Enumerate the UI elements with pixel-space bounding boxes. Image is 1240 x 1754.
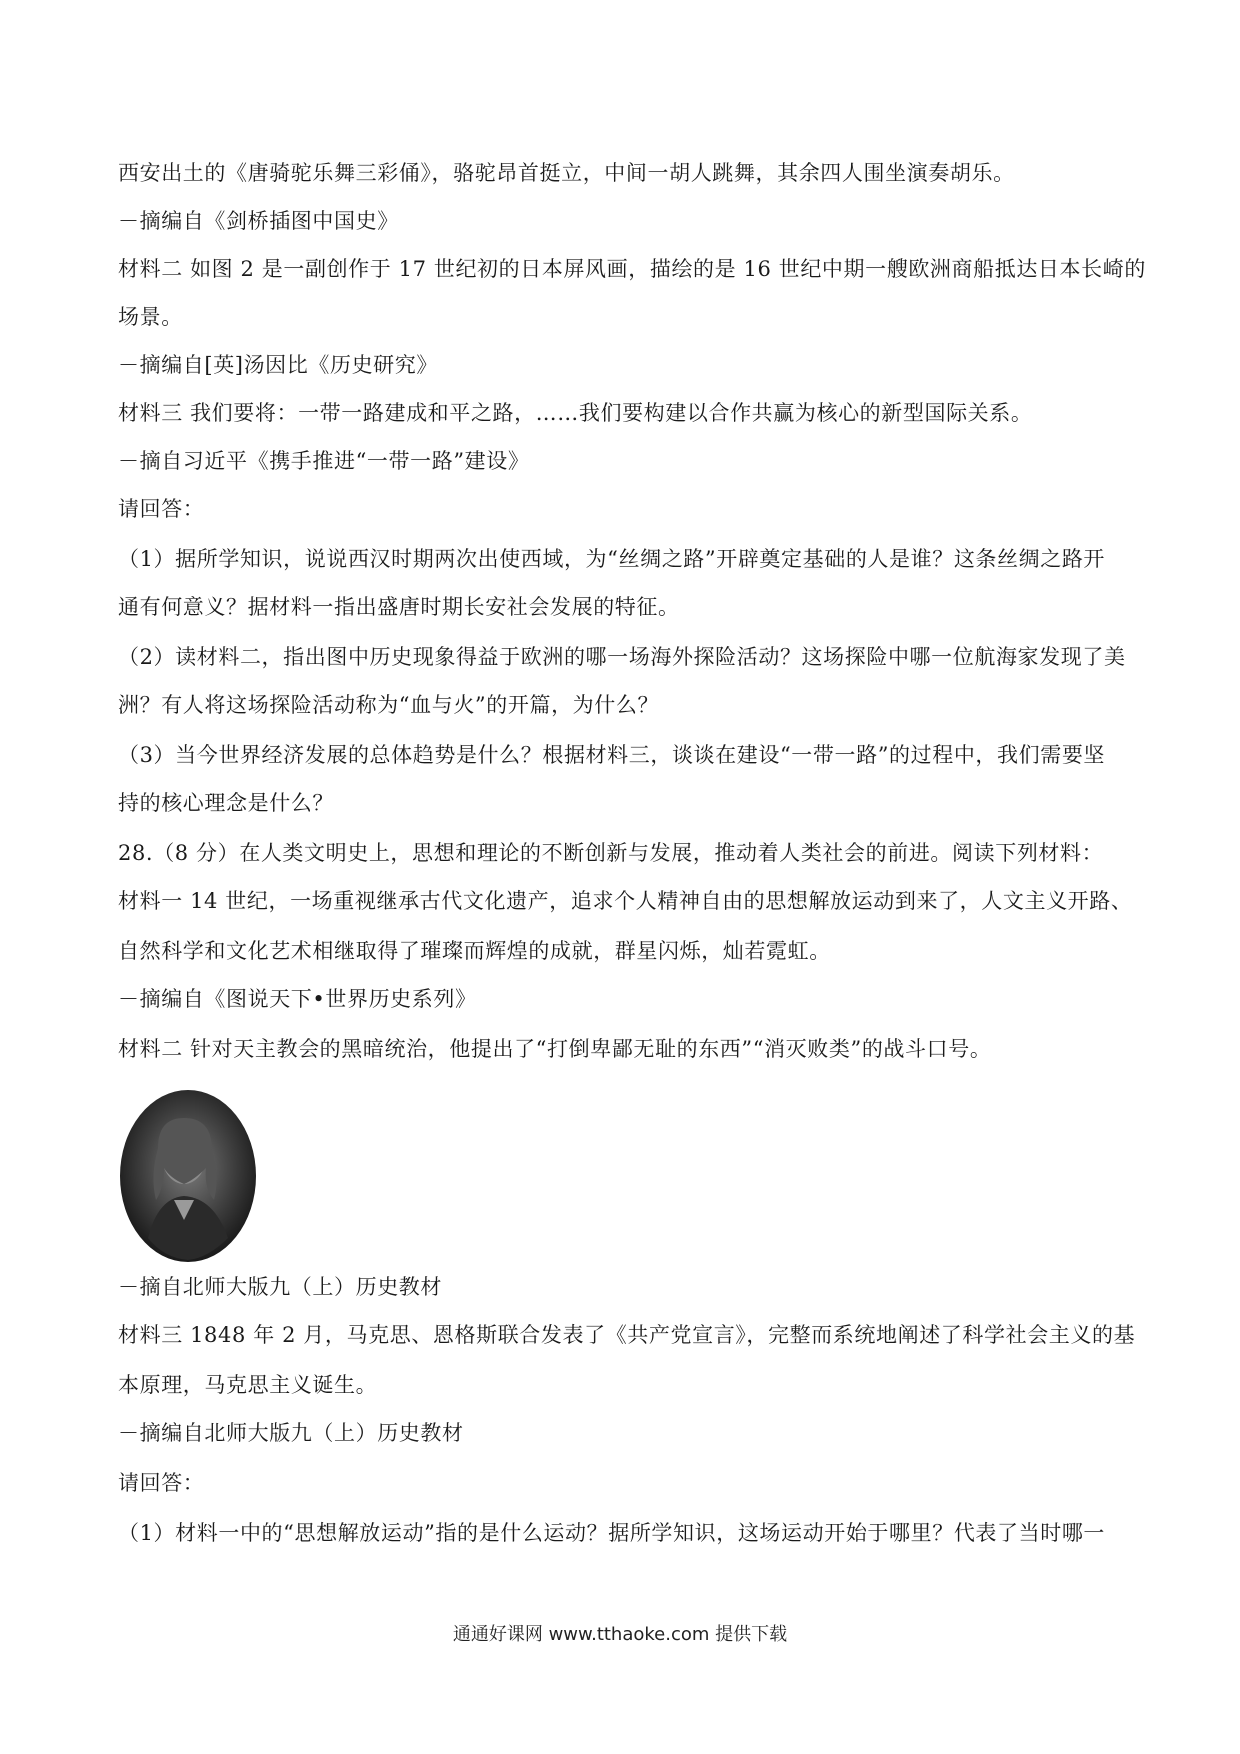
material-one: 材料一 14 世纪，一场重视继承古代文化遗产，追求个人精神自由的思想解放运动到来了，人文主义开路、 [118, 889, 1133, 913]
text-line: 场景。 [118, 305, 183, 329]
question-1: （1）据所学知识，说说西汉时期两次出使西域，为“丝绸之路”开辟奠定基础的人是谁？这条丝绸之路开 [118, 547, 1106, 571]
text-line: 洲？有人将这场探险活动称为“血与火”的开篇，为什么？ [118, 693, 660, 717]
text-line: 通有何意义？据材料一指出盛唐时期长安社会发展的特征。 [118, 595, 680, 619]
text-line: 持的核心理念是什么？ [118, 791, 334, 815]
source-citation: －摘自北师大版九（上）历史教材 [118, 1275, 442, 1299]
material-two: 材料二 如图 2 是一副创作于 17 世纪初的日本屏风画，描绘的是 16 世纪中期一艘欧洲商船抵达日本长崎的 [118, 257, 1146, 281]
source-citation: －摘编自《剑桥插图中国史》 [118, 209, 399, 233]
text-line: 本原理，马克思主义诞生。 [118, 1373, 378, 1397]
source-citation: －摘编自《图说天下•世界历史系列》 [118, 987, 477, 1011]
question-prompt: 请回答： [118, 1471, 205, 1495]
material-three: 材料三 我们要将：一带一路建成和平之路，……我们要构建以合作共赢为核心的新型国际关系。 [118, 401, 1033, 425]
page-footer: 通通好课网 www.tthaoke.com 提供下载 [452, 1624, 788, 1645]
question-prompt: 请回答： [118, 497, 205, 521]
question-2: （2）读材料二，指出图中历史现象得益于欧洲的哪一场海外探险活动？这场探险中哪一位航海家发现了美 [118, 645, 1126, 669]
portrait-image [118, 1088, 258, 1264]
text-line: 西安出土的《唐骑驼乐舞三彩俑》，骆驼昂首挺立，中间一胡人跳舞，其余四人围坐演奏胡乐。 [118, 161, 1015, 185]
text-line: 自然科学和文化艺术相继取得了璀璨而辉煌的成就，群星闪烁，灿若霓虹。 [118, 939, 831, 963]
question-3: （3）当今世界经济发展的总体趋势是什么？根据材料三，谈谈在建设“一带一路”的过程中，我们需要坚 [118, 743, 1106, 767]
question-28-heading: 28.（8 分）在人类文明史上，思想和理论的不断创新与发展，推动着人类社会的前进。阅读下列材料： [118, 841, 1104, 865]
material-two: 材料二 针对天主教会的黑暗统治，他提出了“打倒卑鄙无耻的东西”“消灭败类”的战斗口号。 [118, 1037, 992, 1061]
source-citation: －摘编自[英]汤因比《历史研究》 [118, 353, 438, 377]
source-citation: －摘编自北师大版九（上）历史教材 [118, 1421, 464, 1445]
question-1: （1）材料一中的“思想解放运动”指的是什么运动？据所学知识，这场运动开始于哪里？代表了当时哪一 [118, 1521, 1106, 1545]
source-citation: －摘自习近平《携手推进“一带一路”建设》 [118, 449, 530, 473]
material-three: 材料三 1848 年 2 月，马克思、恩格斯联合发表了《共产党宣言》，完整而系统地阐述了科学社会主义的基 [118, 1323, 1136, 1347]
